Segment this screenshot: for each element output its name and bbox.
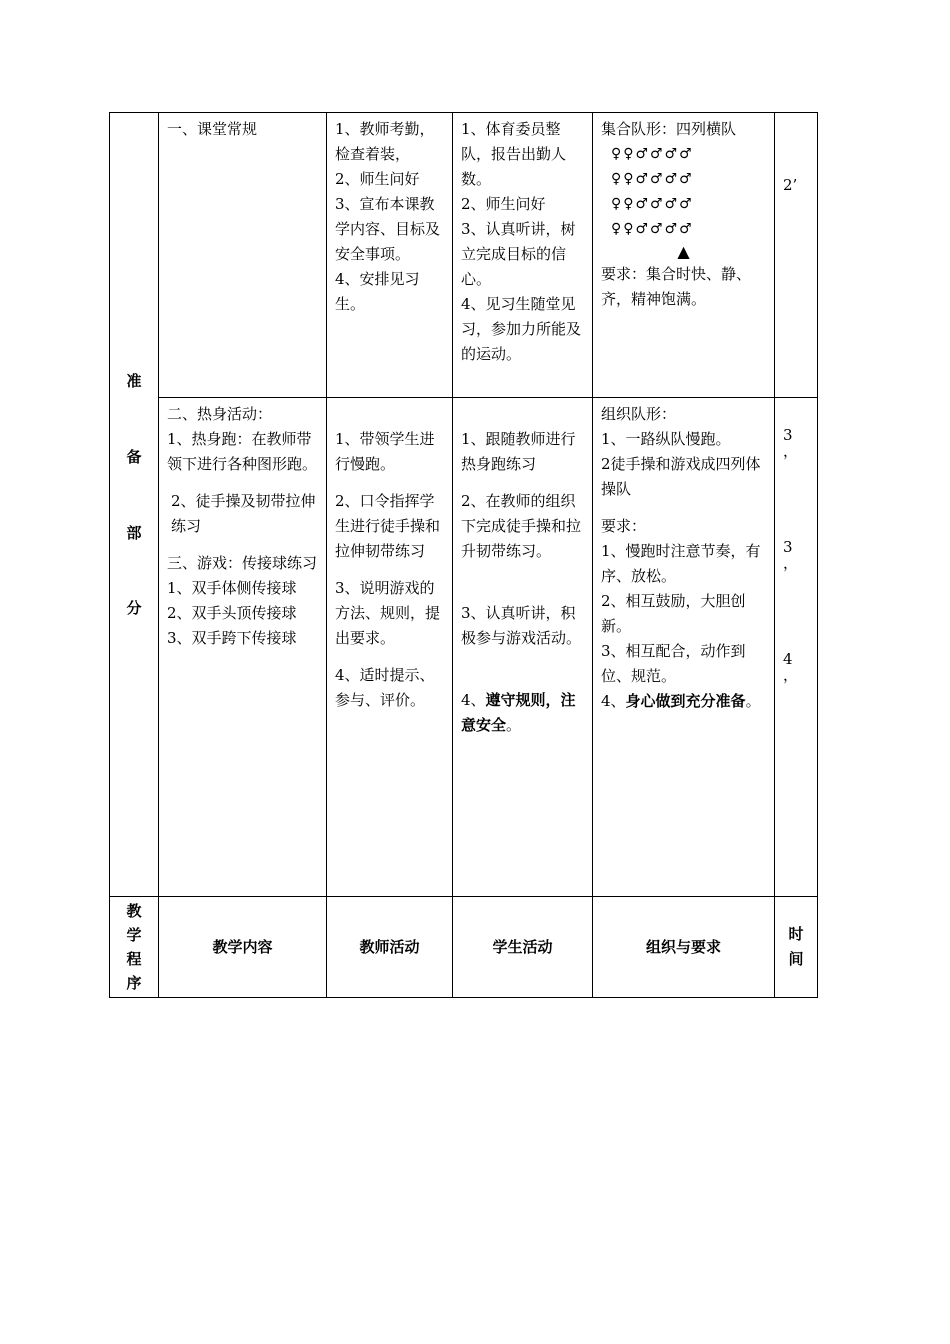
student-item-safety: 4、遵守规则，注意安全。 xyxy=(461,691,576,735)
content-cell xyxy=(159,113,327,398)
org-requirement: 要求：集合时快、静、齐，精神饱满。 xyxy=(601,265,752,308)
content-item: 一、课堂常规 xyxy=(167,120,258,138)
student-item: 3、认真听讲，积极参与游戏活动。 xyxy=(461,604,582,648)
time-cell xyxy=(775,398,818,897)
formation-row: ♀♀♂♂♂♂ xyxy=(611,221,694,237)
teacher-item: 3、宣布本课教学内容、目标及安全事项。 xyxy=(335,195,441,263)
teacher-item: 3、说明游戏的方法、规则，提出要求。 xyxy=(335,579,441,648)
header-char: 教 xyxy=(126,902,142,920)
student-item: 3、认真听讲，树立完成目标的信心。 xyxy=(461,220,576,288)
teacher-item: 4、适时提示、参与、评价。 xyxy=(335,666,435,710)
time-value: 2’ xyxy=(783,176,798,194)
header-char: 学 xyxy=(126,926,142,944)
table-row-routine xyxy=(110,113,818,398)
section-label-char: 准 xyxy=(126,372,142,390)
time-cell xyxy=(775,113,818,398)
header-procedure xyxy=(110,897,159,998)
content-cell xyxy=(159,398,327,897)
header-teacher: 教师活动 xyxy=(327,897,453,998)
content-item: 1、热身跑：在教师带领下进行各种图形跑。 xyxy=(167,430,318,474)
org-line: 2徒手操和游戏成四列体操队 xyxy=(601,455,761,499)
org-req-line: 2、相互鼓励，大胆创新。 xyxy=(601,592,746,636)
time-separator: ， xyxy=(783,666,799,685)
content-item: 二、热身活动： xyxy=(167,405,273,424)
section-label xyxy=(110,113,158,896)
content-item: 2、徒手操及韧带拉伸练习 xyxy=(171,492,316,536)
header-char: 序 xyxy=(126,974,142,992)
formation-diagram xyxy=(601,142,766,242)
section-label-char: 部 xyxy=(126,524,142,542)
organization-cell xyxy=(593,398,775,897)
content-item: 1、双手体侧传接球 xyxy=(167,579,297,598)
table-row-warmup xyxy=(110,398,818,897)
header-student: 学生活动 xyxy=(453,897,593,998)
org-req-line: 1、慢跑时注意节奏，有序、放松。 xyxy=(601,542,761,586)
time-value: 4 xyxy=(783,650,793,669)
student-activity-cell xyxy=(453,398,593,897)
formation-row: ♀♀♂♂♂♂ xyxy=(611,171,694,187)
header-time xyxy=(775,897,818,998)
teacher-item: 4、安排见习生。 xyxy=(335,270,420,313)
org-title: 组织队形： xyxy=(601,405,677,424)
teacher-marker-icon: ▲ xyxy=(677,242,690,261)
content-item: 三、游戏：传接球练习 xyxy=(167,554,318,573)
table-header-row xyxy=(110,897,818,998)
teacher-activity-cell xyxy=(327,113,453,398)
org-req-title: 要求： xyxy=(601,517,647,536)
header-org: 组织与要求 xyxy=(593,897,775,998)
student-activity-cell xyxy=(453,113,593,398)
formation-row: ♀♀♂♂♂♂ xyxy=(611,196,694,212)
student-item: 1、体育委员整队，报告出勤人数。 xyxy=(461,120,567,188)
org-line: 1、一路纵队慢跑。 xyxy=(601,430,731,449)
teacher-item: 1、带领学生进行慢跑。 xyxy=(335,430,435,474)
time-value: 3 xyxy=(783,426,793,445)
time-separator: ， xyxy=(783,442,799,461)
lesson-plan-table xyxy=(109,112,818,998)
org-req-line-4: 4、身心做到充分准备。 xyxy=(601,692,761,711)
student-item: 2、在教师的组织下完成徒手操和拉升韧带练习。 xyxy=(461,492,582,561)
org-title: 集合队形：四列横队 xyxy=(601,120,737,138)
student-item: 1、跟随教师进行热身跑练习 xyxy=(461,430,576,474)
time-value: 3 xyxy=(783,538,793,557)
teacher-item: 1、教师考勤，检查着装， xyxy=(335,120,435,163)
student-item: 4、见习生随堂见习，参加力所能及的运动。 xyxy=(461,295,582,363)
section-label-cell xyxy=(110,113,159,897)
student-item: 2、师生问好 xyxy=(461,195,546,213)
header-char: 时 xyxy=(788,925,804,943)
header-char: 间 xyxy=(788,950,804,968)
content-item: 2、双手头顶传接球 xyxy=(167,604,297,623)
teacher-item: 2、师生问好 xyxy=(335,170,420,188)
header-content: 教学内容 xyxy=(159,897,327,998)
teacher-activity-cell xyxy=(327,398,453,897)
section-label-char: 分 xyxy=(126,599,142,617)
org-req-line: 3、相互配合，动作到位、规范。 xyxy=(601,642,746,686)
section-label-char: 备 xyxy=(126,448,142,466)
organization-cell xyxy=(593,113,775,398)
time-separator: ， xyxy=(783,554,799,573)
teacher-item: 2、口令指挥学生进行徒手操和拉伸韧带练习 xyxy=(335,492,441,561)
header-char: 程 xyxy=(126,950,142,968)
formation-row: ♀♀♂♂♂♂ xyxy=(611,146,694,162)
content-item: 3、双手跨下传接球 xyxy=(167,629,297,648)
